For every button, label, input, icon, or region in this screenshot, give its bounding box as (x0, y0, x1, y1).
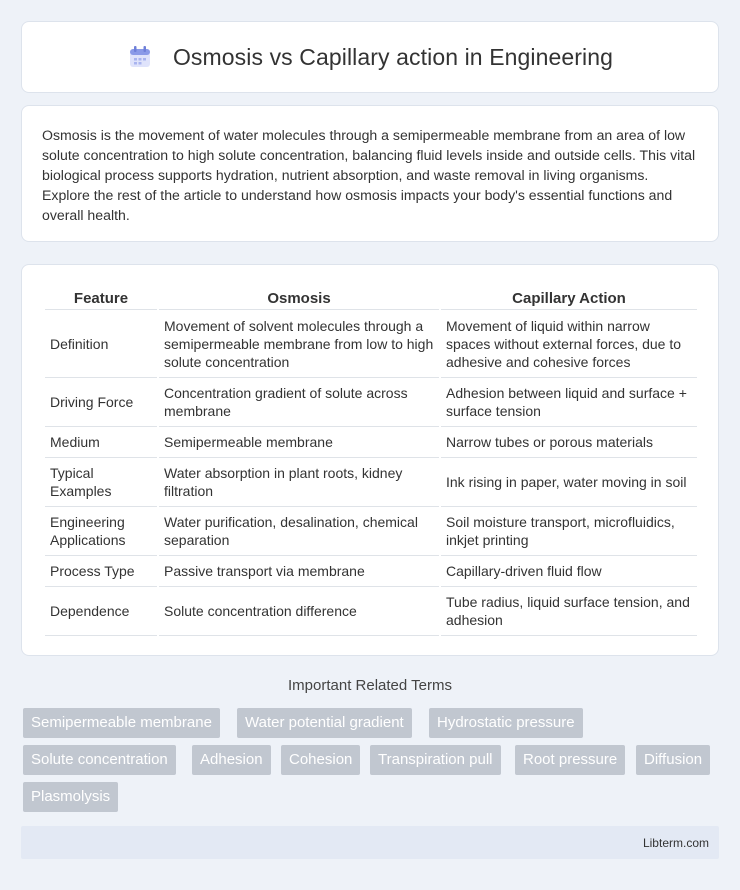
comparison-card (21, 264, 719, 656)
row-feature: Medium (45, 427, 157, 458)
header-feature: Feature (45, 286, 157, 310)
table-row (45, 587, 697, 636)
intro-card (21, 105, 719, 242)
row-capillary: Ink rising in paper, water moving in soil (441, 458, 697, 507)
related-tag-diffusion[interactable]: Diffusion (636, 745, 710, 775)
footer (21, 826, 719, 859)
row-osmosis: Semipermeable membrane (159, 427, 439, 458)
row-feature: Engineering Applications (45, 507, 157, 556)
table-row (45, 310, 697, 378)
row-feature: Dependence (45, 587, 157, 636)
row-capillary: Tube radius, liquid surface tension, and adhesion (441, 587, 697, 636)
related-tag-transpiration-pull[interactable]: Transpiration pull (370, 745, 501, 775)
table-row (45, 458, 697, 507)
related-tag-adhesion[interactable]: Adhesion (192, 745, 271, 775)
header-capillary: Capillary Action (441, 286, 697, 310)
related-tag-plasmolysis[interactable]: Plasmolysis (23, 782, 118, 812)
comparison-table (43, 286, 699, 636)
row-capillary: Movement of liquid within narrow spaces without external forces, due to adhesive and cohesive forces (441, 310, 697, 378)
table-row (45, 427, 697, 458)
row-feature: Process Type (45, 556, 157, 587)
calendar-icon (127, 44, 153, 70)
row-capillary: Adhesion between liquid and surface + surface tension (441, 378, 697, 427)
footer-site-link[interactable]: Libterm.com (642, 836, 709, 850)
row-osmosis: Water purification, desalination, chemical separation (159, 507, 439, 556)
page-title: Osmosis vs Capillary action in Engineering (172, 43, 614, 70)
row-osmosis: Concentration gradient of solute across membrane (159, 378, 439, 427)
row-osmosis: Water absorption in plant roots, kidney filtration (159, 458, 439, 507)
row-feature: Driving Force (45, 378, 157, 427)
table-row (45, 507, 697, 556)
intro-text: Osmosis is the movement of water molecules through a semipermeable membrane from an area of low solute concentration to high solute concentration, balancing fluid levels inside and outside cells. This vital biological process supports hydration, nutrient absorption, and waste removal in living organisms. Explore the rest of the article to understand how osmosis impacts your body's essential functions and overall health. (42, 127, 696, 223)
row-feature: Typical Examples (45, 458, 157, 507)
related-tag-water-potential-gradient[interactable]: Water potential gradient (237, 708, 412, 738)
table-header-row (45, 286, 697, 310)
row-capillary: Narrow tubes or porous materials (441, 427, 697, 458)
title-card (21, 21, 719, 93)
row-capillary: Capillary-driven fluid flow (441, 556, 697, 587)
row-osmosis: Solute concentration difference (159, 587, 439, 636)
row-osmosis: Passive transport via membrane (159, 556, 439, 587)
related-tag-solute-concentration[interactable]: Solute concentration (23, 745, 176, 775)
row-feature: Definition (45, 310, 157, 378)
related-terms-title: Important Related Terms (288, 677, 452, 694)
row-osmosis: Movement of solvent molecules through a semipermeable membrane from low to high solute concentration (159, 310, 439, 378)
table-row (45, 378, 697, 427)
related-tag-semipermeable-membrane[interactable]: Semipermeable membrane (23, 708, 220, 738)
related-tag-cohesion[interactable]: Cohesion (281, 745, 360, 775)
table-row (45, 556, 697, 587)
related-tag-hydrostatic-pressure[interactable]: Hydrostatic pressure (429, 708, 583, 738)
row-capillary: Soil moisture transport, microfluidics, inkjet printing (441, 507, 697, 556)
header-osmosis: Osmosis (159, 286, 439, 310)
related-tag-root-pressure[interactable]: Root pressure (515, 745, 625, 775)
